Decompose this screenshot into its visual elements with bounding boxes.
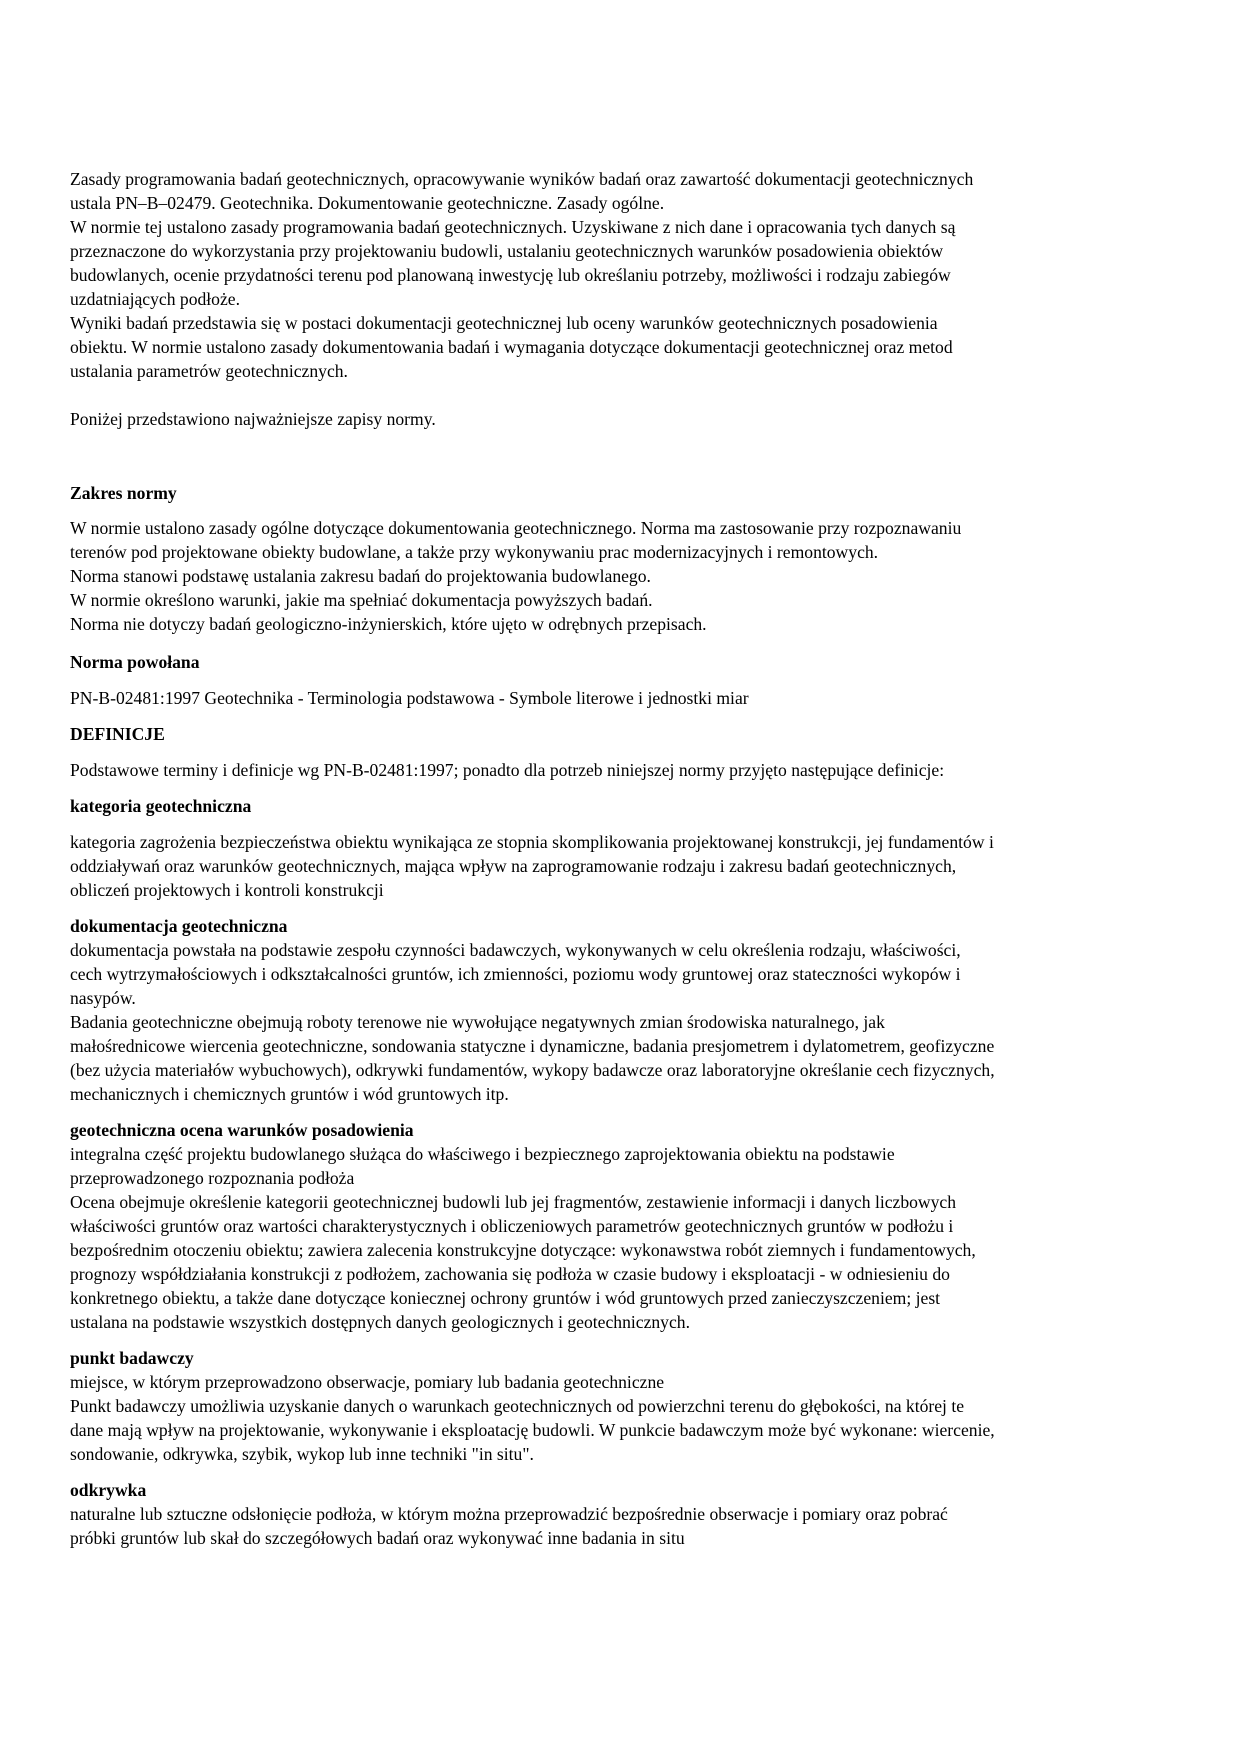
- ocena-line: Ocena obejmuje określenie kategorii geotechnicznej budowli lub jej fragmentów, zestawienie informacji i danych liczbowych: [70, 1192, 957, 1212]
- intro-line: budowlanych, ocenie przydatności terenu pod planowaną inwestycję lub określaniu potrzeby, możliwości i rodzaju zabiegów: [70, 265, 951, 285]
- dokumentacja-line: nasypów.: [70, 988, 136, 1008]
- term-heading-odkrywka: odkrywka: [70, 1480, 147, 1500]
- ocena-line: bezpośrednim otoczeniu obiektu; zawiera zalecenia konstrukcyjne dotyczące: wykonawstwa robót ziemnych i fundamentowych,: [70, 1240, 976, 1260]
- term-heading-ocena: geotechniczna ocena warunków posadowienia: [70, 1120, 414, 1140]
- punkt-line: Punkt badawczy umożliwia uzyskanie danych o warunkach geotechnicznych od powierzchni terenu do głębokości, na której te: [70, 1396, 965, 1416]
- punkt-line: dane mają wpływ na projektowanie, wykonywanie i eksploatację budowli. W punkcie badawczym może być wykonane: wiercenie,: [70, 1420, 995, 1440]
- term-heading-dokumentacja: dokumentacja geotechniczna: [70, 916, 288, 936]
- zakres-line: Norma stanowi podstawę ustalania zakresu badań do projektowania budowlanego.: [70, 566, 651, 586]
- ocena-line: prognozy współdziałania konstrukcji z podłożem, zachowania się podłoża w czasie budowy i eksploatacji - w odniesieniu do: [70, 1264, 950, 1284]
- intro-line: obiektu. W normie ustalono zasady dokumentowania badań i wymagania dotyczące dokumentacji geotechnicznej oraz metod: [70, 337, 953, 357]
- intro-line: uzdatniających podłoże.: [70, 289, 240, 309]
- dokumentacja-line: Badania geotechniczne obejmują roboty terenowe nie wywołujące negatywnych zmian środowiska naturalnego, jak: [70, 1012, 885, 1032]
- dokumentacja-line: małośrednicowe wiercenia geotechniczne, sondowania statyczne i dynamiczne, badania presjometrem i dylatometrem, geofizyczne: [70, 1036, 995, 1056]
- dokumentacja-line: (bez użycia materiałów wybuchowych), odkrywki fundamentów, wykopy badawcze oraz laboratoryjne określanie cech fizycznych,: [70, 1060, 995, 1080]
- ocena-line: integralna część projektu budowlanego służąca do właściwego i bezpiecznego zaprojektowania obiektu na podstawie: [70, 1144, 895, 1164]
- section-heading-powolana: Norma powołana: [70, 652, 200, 672]
- kategoria-line: oddziaływań oraz warunków geotechnicznych, mająca wpływ na zaprogramowanie rodzaju i zakresu badań geotechnicznych,: [70, 856, 957, 876]
- dokumentacja-line: mechanicznych i chemicznych gruntów i wód gruntowych itp.: [70, 1084, 509, 1104]
- intro-line: ustala PN–B–02479. Geotechnika. Dokumentowanie geotechniczne. Zasady ogólne.: [70, 193, 665, 213]
- intro-line: Wyniki badań przedstawia się w postaci dokumentacji geotechnicznej lub oceny warunków geotechnicznych posadowienia: [70, 313, 938, 333]
- ocena-line: przeprowadzonego rozpoznania podłoża: [70, 1168, 355, 1188]
- ocena-line: ustalana na podstawie wszystkich dostępnych danych geologicznych i geotechnicznych.: [70, 1312, 690, 1332]
- intro-line: W normie tej ustalono zasady programowania badań geotechnicznych. Uzyskiwane z nich dane i opracowania tych danych są: [70, 217, 956, 237]
- definicje-line: Podstawowe terminy i definicje wg PN-B-02481:1997; ponadto dla potrzeb niniejszej normy przyjęto następujące definicje:: [70, 760, 945, 780]
- intro-line: przeznaczone do wykorzystania przy projektowaniu budowli, ustalaniu geotechnicznych warunków posadowienia obiektów: [70, 241, 944, 261]
- dokumentacja-line: cech wytrzymałościowych i odkształcalności gruntów, ich zmienności, poziomu wody gruntowej oraz stateczności wykopów i: [70, 964, 961, 984]
- punkt-line: sondowanie, odkrywka, szybik, wykop lub inne techniki "in situ".: [70, 1444, 534, 1464]
- ocena-line: konkretnego obiektu, a także dane dotyczące koniecznej ochrony gruntów i wód gruntowych przed zanieczyszczeniem; jest: [70, 1288, 941, 1308]
- dokumentacja-line: dokumentacja powstała na podstawie zespołu czynności badawczych, wykonywanych w celu określenia rodzaju, właściwości,: [70, 940, 961, 960]
- section-heading-zakres: Zakres normy: [70, 483, 177, 503]
- odkrywka-line: naturalne lub sztuczne odsłonięcie podłoża, w którym można przeprowadzić bezpośrednie obserwacje i pomiary oraz pobrać: [70, 1504, 948, 1524]
- term-heading-punkt: punkt badawczy: [70, 1348, 194, 1368]
- zakres-line: W normie ustalono zasady ogólne dotyczące dokumentowania geotechnicznego. Norma ma zastosowanie przy rozpoznawaniu: [70, 518, 962, 538]
- odkrywka-line: próbki gruntów lub skał do szczegółowych badań oraz wykonywać inne badania in situ: [70, 1528, 685, 1548]
- zakres-line: W normie określono warunki, jakie ma spełniać dokumentacja powyższych badań.: [70, 590, 653, 610]
- zakres-line: terenów pod projektowane obiekty budowlane, a także przy wykonywaniu prac modernizacyjnych i remontowych.: [70, 542, 879, 562]
- kategoria-line: kategoria zagrożenia bezpieczeństwa obiektu wynikająca ze stopnia skomplikowania projektowanej konstrukcji, jej fundamentów i: [70, 832, 994, 852]
- powolana-line: PN-B-02481:1997 Geotechnika - Terminologia podstawowa - Symbole literowe i jednostki miar: [70, 688, 749, 708]
- punkt-line: miejsce, w którym przeprowadzono obserwacje, pomiary lub badania geotechniczne: [70, 1372, 665, 1392]
- ocena-line: właściwości gruntów oraz wartości charakterystycznych i obliczeniowych parametrów geotechnicznych gruntów w podłożu i: [70, 1216, 954, 1236]
- kategoria-line: obliczeń projektowych i kontroli konstrukcji: [70, 880, 384, 900]
- term-heading-kategoria: kategoria geotechniczna: [70, 796, 252, 816]
- section-heading-definicje: DEFINICJE: [70, 724, 165, 744]
- zakres-line: Norma nie dotyczy badań geologiczno-inżynierskich, które ujęto w odrębnych przepisach.: [70, 614, 707, 634]
- intro-line: Zasady programowania badań geotechnicznych, opracowywanie wyników badań oraz zawartość dokumentacji geotechnicznych: [70, 169, 974, 189]
- intro-line: ustalania parametrów geotechnicznych.: [70, 361, 348, 381]
- intro-line: Poniżej przedstawiono najważniejsze zapisy normy.: [70, 409, 436, 429]
